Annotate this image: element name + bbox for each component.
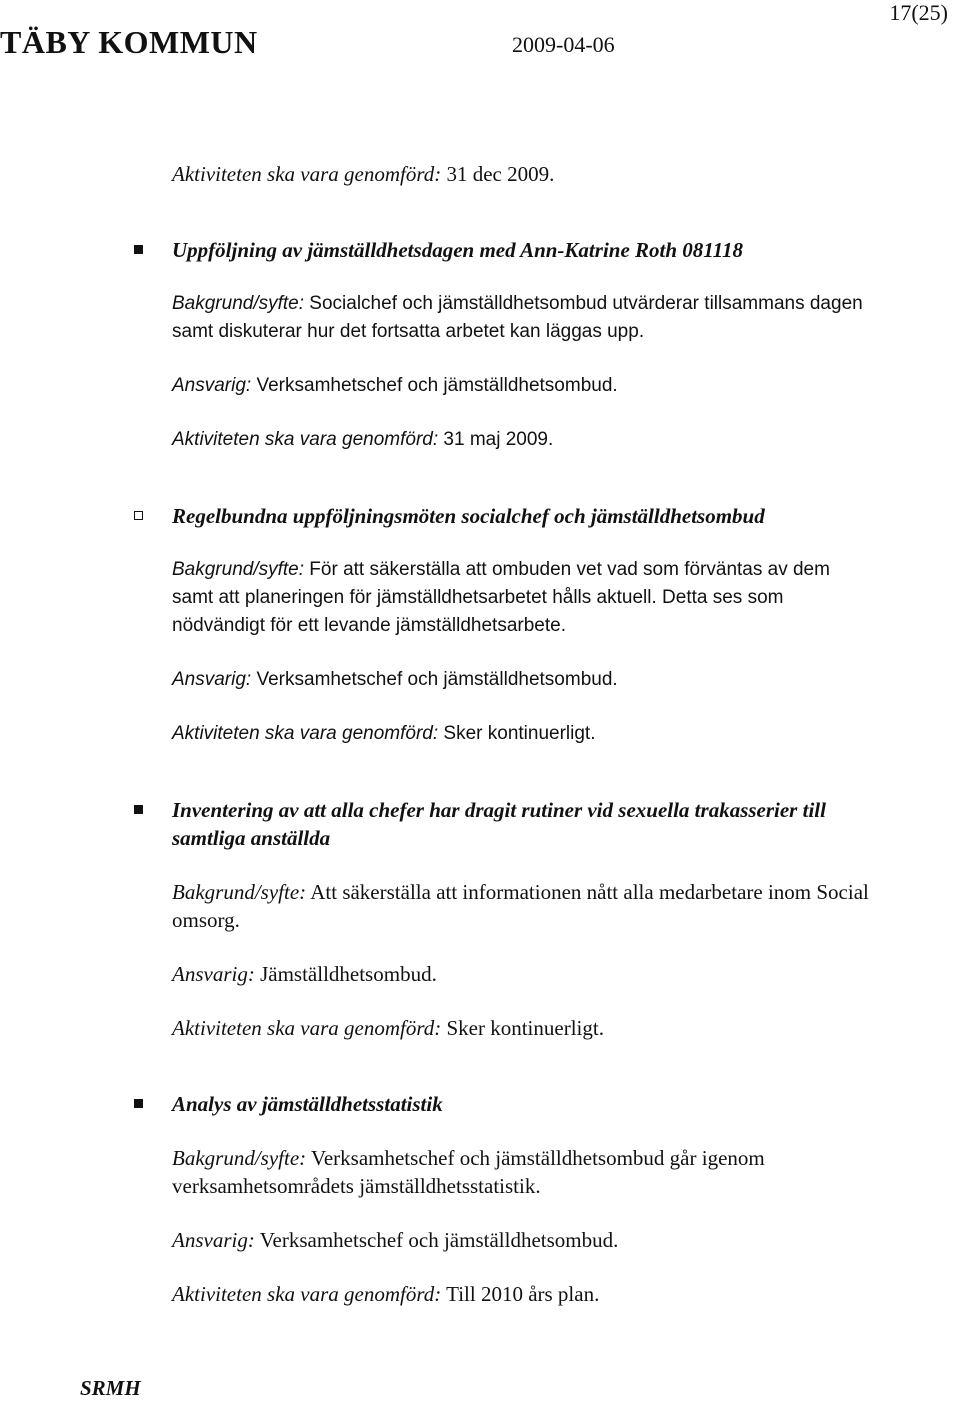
responsible-text: Verksamhetschef och jämställdhetsombud. — [251, 375, 618, 396]
completion-label: Aktiviteten ska vara genomförd: — [172, 1016, 442, 1040]
activity-item-2 — [172, 502, 872, 748]
background-text: För att säkerställa att ombuden vet vad som förväntas av dem samt att planeringen för jämställdhetsarbetet hålls aktuell. Detta ses som nödvändigt för ett levande jämställdhetsarbete. — [172, 559, 830, 636]
responsible-label: Ansvarig: — [172, 375, 252, 396]
activity-responsible — [172, 666, 872, 694]
responsible-label: Ansvarig: — [172, 1228, 255, 1252]
document-date: 2009-04-06 — [512, 32, 615, 57]
background-label: Bakgrund/syfte: — [172, 559, 305, 580]
bullet-icon — [134, 1099, 143, 1108]
bullet-icon — [134, 805, 143, 814]
bullet-icon — [134, 245, 143, 254]
activity-item-4 — [172, 1090, 872, 1308]
completion-label: Aktiviteten ska vara genomförd: — [172, 1282, 442, 1306]
background-text: Socialchef och jämställdhetsombud utvärderar tillsammans dagen samt diskuterar hur det fortsatta arbetet kan läggas upp. — [172, 293, 863, 342]
activity-background — [172, 1144, 872, 1200]
responsible-text: Jämställdhetsombud. — [254, 962, 437, 986]
completion-text: Sker kontinuerligt. — [438, 723, 596, 744]
activity-title: Uppföljning av jämställdhetsdagen med Ann-Katrine Roth 081118 — [172, 238, 743, 262]
activity-title: Inventering av att alla chefer har dragit rutiner vid sexuella trakasserier till samtliga anställda — [172, 798, 826, 850]
responsible-label: Ansvarig: — [172, 669, 252, 690]
background-label: Bakgrund/syfte: — [172, 293, 305, 314]
page-header — [0, 24, 960, 64]
activity-completion — [172, 720, 872, 748]
completion-text: Till 2010 års plan. — [441, 1282, 600, 1306]
activity-completion — [172, 1280, 872, 1308]
page-number: 17(25) — [889, 0, 948, 25]
activity-title: Analys av jämställdhetsstatistik — [172, 1092, 443, 1116]
activity-responsible — [172, 372, 872, 400]
organization-name: TÄBY KOMMUN — [0, 24, 258, 60]
activity-responsible — [172, 1226, 872, 1254]
document-body — [172, 160, 872, 1336]
activity-background — [172, 556, 872, 640]
activity-completion — [172, 1014, 872, 1042]
background-text: Verksamhetschef och jämställdhetsombud går igenom verksamhetsområdets jämställdhetsstatistik. — [172, 1146, 765, 1198]
activity-item-1 — [172, 236, 872, 454]
background-text: Att säkerställa att informationen nått alla medarbetare inom Social omsorg. — [172, 880, 869, 932]
activity-item-3 — [172, 796, 872, 1042]
completion-value: 31 dec 2009. — [441, 162, 555, 186]
completion-label: Aktiviteten ska vara genomförd: — [172, 162, 442, 186]
intro-completion — [172, 160, 872, 188]
activity-completion — [172, 426, 872, 454]
completion-text: 31 maj 2009. — [438, 429, 554, 450]
background-label: Bakgrund/syfte: — [172, 880, 307, 904]
completion-label: Aktiviteten ska vara genomförd: — [172, 723, 439, 744]
responsible-text: Verksamhetschef och jämställdhetsombud. — [254, 1228, 619, 1252]
responsible-label: Ansvarig: — [172, 962, 255, 986]
background-label: Bakgrund/syfte: — [172, 1146, 307, 1170]
bullet-icon — [134, 511, 143, 520]
activity-title: Regelbundna uppföljningsmöten socialchef och jämställdhetsombud — [172, 504, 765, 528]
activity-background — [172, 290, 872, 346]
activity-responsible — [172, 960, 872, 988]
activity-background — [172, 878, 872, 934]
completion-text: Sker kontinuerligt. — [441, 1016, 604, 1040]
responsible-text: Verksamhetschef och jämställdhetsombud. — [251, 669, 618, 690]
completion-label: Aktiviteten ska vara genomförd: — [172, 429, 439, 450]
footer-code: SRMH — [80, 1376, 141, 1400]
